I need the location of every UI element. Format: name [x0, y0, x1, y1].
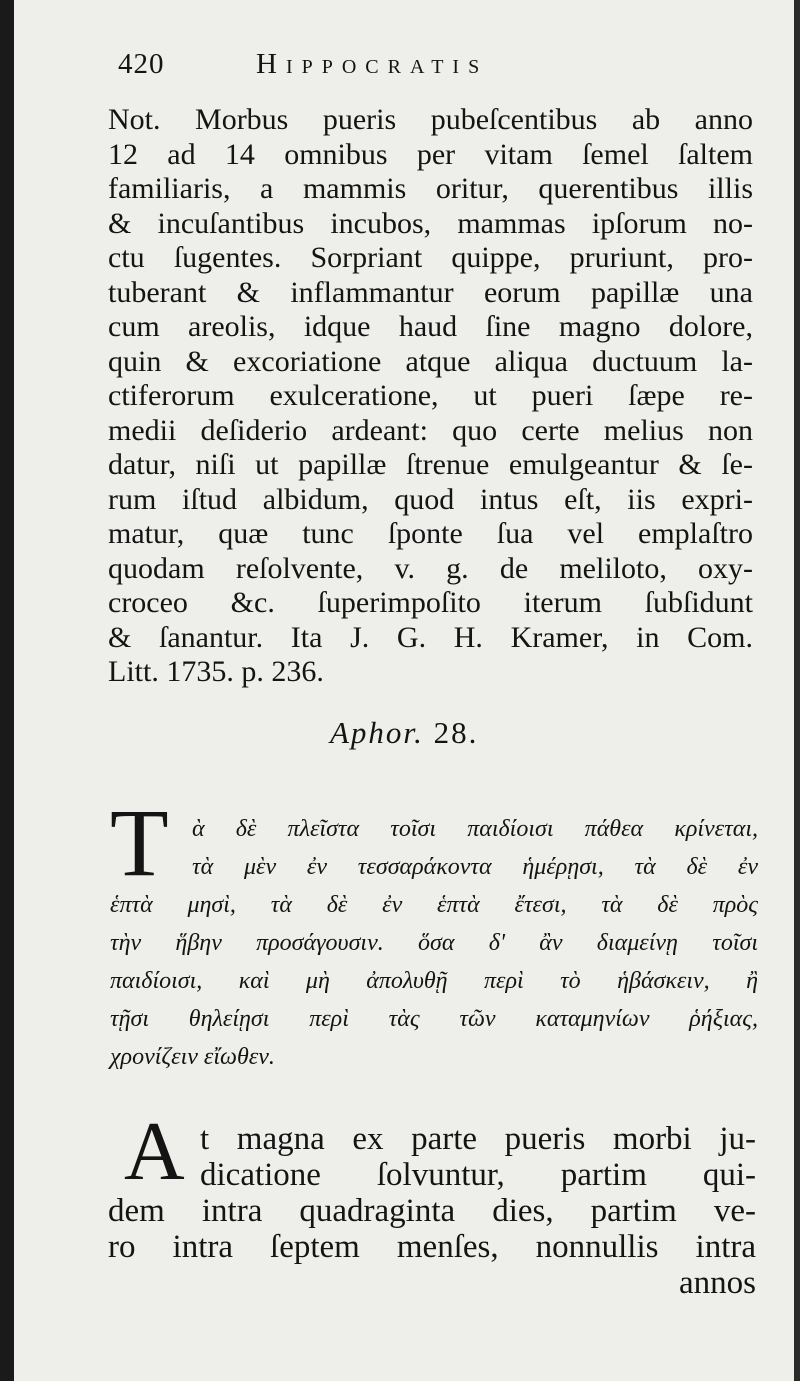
- note-line: cum areolis, idque haud ſine magno dolore,: [108, 310, 753, 343]
- note-line: croceo &c. ſuperimpoſito iterum ſubſidunt: [108, 586, 753, 619]
- greek-line: τῇσι θηλείῃσι περὶ τὰς τῶν καταμηνίων ῥήξιας,: [110, 1006, 758, 1032]
- running-title: Hippocratis: [256, 48, 489, 80]
- greek-line: ἑπτὰ μησὶ, τὰ δὲ ἐν ἑπτὰ ἔτεσι, τὰ δὲ πρὸς: [110, 892, 758, 918]
- note-paragraph: [108, 103, 753, 690]
- note-line: & ſanantur. Ita J. G. H. Kramer, in Com.: [108, 620, 753, 654]
- latin-translation-text: [108, 1105, 758, 1330]
- greek-line: παιδίοισι, καὶ μὴ ἀπολυθῇ περὶ τὸ ἡβάσκειν, ἢ: [110, 968, 758, 994]
- greek-aphorism-text: [110, 789, 760, 1070]
- latin-catchword: annos: [679, 1265, 756, 1301]
- greek-line: τὴν ἥβην προσάγουσιν. ὅσα δ' ἂν διαμείνῃ τοῖσι: [110, 930, 758, 956]
- note-line: datur, niſi ut papillæ ſtrenue emulgeantur & ſe-: [108, 448, 753, 481]
- aphorism-heading: [330, 715, 478, 751]
- note-line: 12 ad 14 omnibus per vitam ſemel ſaltem: [108, 137, 753, 171]
- aphorism-label: Aphor.: [330, 715, 424, 750]
- page-gutter-shadow: [0, 0, 14, 1381]
- greek-drop-cap: T: [110, 789, 169, 896]
- note-line: quin & excoriatione atque aliqua ductuum la-: [108, 344, 753, 378]
- note-line: Not. Morbus pueris pubeſcentibus ab anno: [108, 103, 753, 136]
- latin-line: ro intra ſeptem menſes, nonnullis intra: [108, 1229, 756, 1265]
- note-line: Litt. 1735. p. 236.: [108, 655, 324, 688]
- latin-line: t magna ex parte pueris morbi ju-: [200, 1121, 756, 1157]
- greek-line: χρονίζειν εἴωθεν.: [110, 1044, 275, 1070]
- note-line: familiaris, a mammis oritur, querentibus illis: [108, 172, 753, 205]
- page-number: 420: [118, 48, 165, 80]
- latin-line: dem intra quadraginta dies, partim ve-: [108, 1193, 756, 1229]
- note-line: ctu ſugentes. Sorpriant quippe, pruriunt, pro-: [108, 241, 753, 274]
- note-line: tuberant & inflammantur eorum papillæ una: [108, 275, 753, 309]
- note-line: matur, quæ tunc ſponte ſua vel emplaſtro: [108, 517, 753, 550]
- greek-line: ὰ δὲ πλεῖστα τοῖσι παιδίοισι πάθεα κρίνεται,: [192, 816, 758, 842]
- note-line: & incuſantibus incubos, mammas ipſorum no-: [108, 206, 753, 240]
- note-line: rum iſtud albidum, quod intus eſt, iis expri-: [108, 482, 753, 516]
- latin-drop-cap: A: [124, 1105, 185, 1198]
- note-line: ctiferorum exulceratione, ut pueri ſæpe re-: [108, 379, 753, 412]
- latin-line: dicatione ſolvuntur, partim qui-: [200, 1157, 756, 1193]
- aphorism-number: 28.: [433, 715, 479, 750]
- page-header: [118, 48, 758, 98]
- greek-line: τὰ μὲν ἐν τεσσαράκοντα ἡμέρῃσι, τὰ δὲ ἐν: [192, 854, 758, 880]
- page-edge-shadow: [794, 0, 800, 1381]
- note-line: quodam reſolvente, v. g. de meliloto, oxy-: [108, 551, 753, 585]
- note-line: medii deſiderio ardeant: quo certe melius non: [108, 413, 753, 447]
